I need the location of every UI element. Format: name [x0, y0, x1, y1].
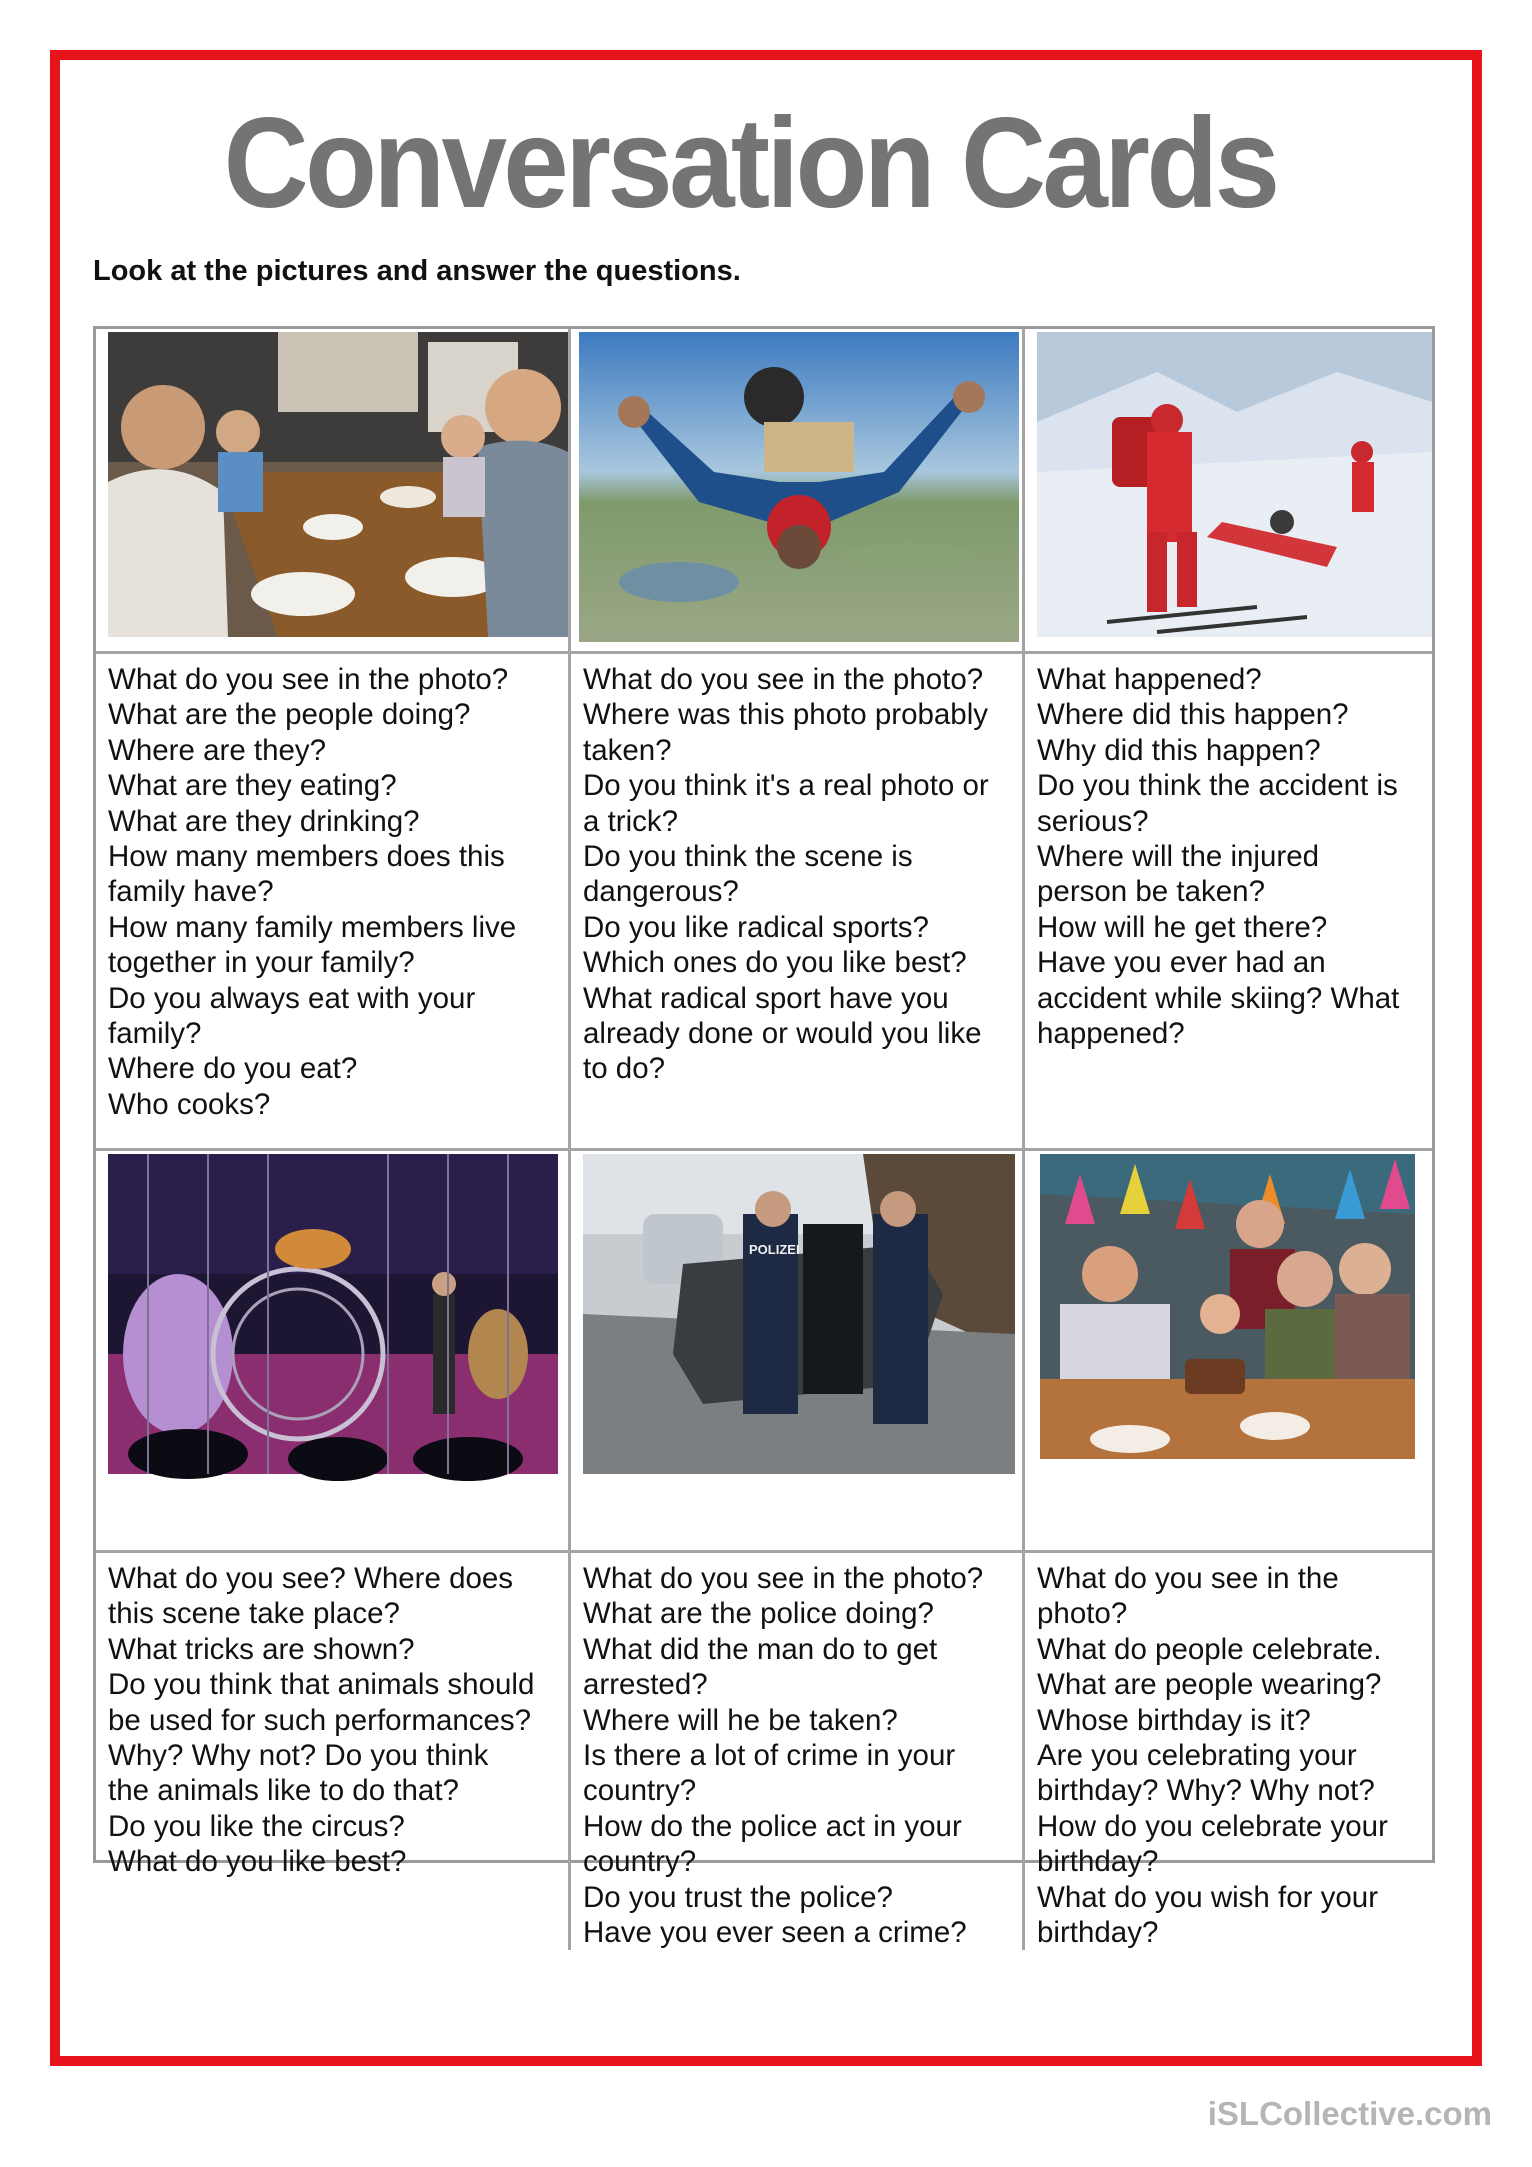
family-dinner-photo — [108, 332, 568, 637]
card-1-questions — [96, 654, 571, 1151]
card-6-question-list: What do you see in the photo? What do people celebrate. What are people wearing? Whose birthday is it? Are you celebrating your birthday? Why? Why not? How do you celebrate your birthday? What do you wish for your birthday? — [1037, 1562, 1388, 1950]
ski-rescue-photo — [1037, 332, 1432, 637]
police-arrest-photo — [583, 1154, 1015, 1474]
card-6-photo-cell — [1025, 1151, 1432, 1553]
skydiving-photo — [579, 332, 1019, 642]
card-2-photo-cell — [571, 329, 1025, 654]
card-3-questions — [1025, 654, 1432, 1151]
card-5-questions — [571, 1553, 1025, 1950]
card-2-questions — [571, 654, 1025, 1151]
card-4-question-list: What do you see? Where does this scene take place? What tricks are shown? Do you think that animals should be used for such performances? Why? Why not? Do you think the animals like to do that? Do you like the circus? What do you like best? — [108, 1562, 535, 1879]
card-3-question-list: What happened? Where did this happen? Why did this happen? Do you think the accident is serious? Where will the injured person be taken? How will he get there? Have you ever had an accident while skiing? What happened? — [1037, 663, 1400, 1051]
card-6-questions — [1025, 1553, 1432, 1950]
card-4-questions — [96, 1553, 571, 1950]
card-1-photo-cell — [96, 329, 571, 654]
card-4-photo-cell — [96, 1151, 571, 1553]
card-5-photo-cell — [571, 1151, 1025, 1553]
birthday-party-photo — [1040, 1154, 1415, 1459]
card-5-question-list: What do you see in the photo? What are the police doing? What did the man do to get arrested? Where will he be taken? Is there a lot of crime in your country? How do the police act in your country? Do you trust the police? Have you ever seen a crime? — [583, 1562, 984, 1950]
isl-collective-logo: iSLCollective.com — [1207, 2095, 1492, 2132]
card-3-photo-cell — [1025, 329, 1432, 654]
card-2-question-list: What do you see in the photo? Where was this photo probably taken? Do you think it's a real photo or a trick? Do you think the scene is dangerous? Do you like radical sports? Which ones do you like best? What radical sport have you already done or would you like to do? — [583, 663, 989, 1086]
cards-grid — [93, 326, 1435, 1950]
instructions: Look at the pictures and answer the questions. — [93, 255, 741, 287]
page-title: Conversation Cards — [223, 92, 1277, 235]
police-label: POLIZEI — [749, 1242, 800, 1257]
circus-tiger-photo — [108, 1154, 558, 1474]
card-1-question-list: What do you see in the photo? What are the people doing? Where are they? What are they eating? What are they drinking? How many members does this family have? How many family members live together in your family? Do you always eat with your family? Where do you eat? Who cooks? — [108, 663, 517, 1121]
